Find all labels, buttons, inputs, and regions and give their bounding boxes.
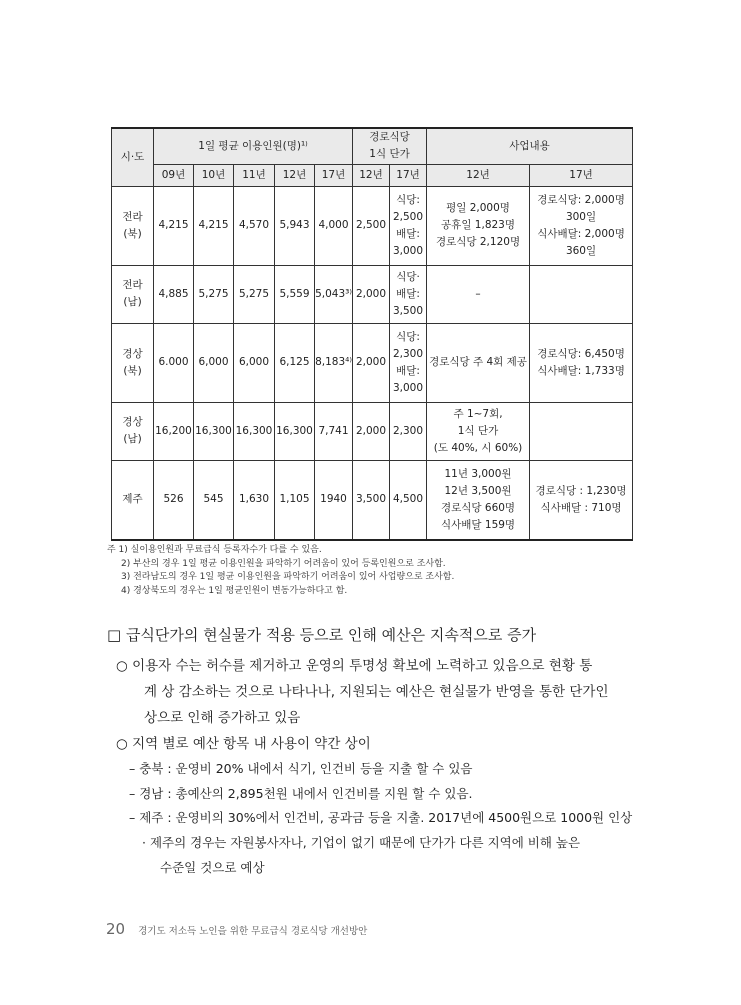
- bullet-line: ○ 지역 별로 예산 항목 내 사용이 약간 상이: [116, 736, 371, 752]
- cell-value: 16,300: [275, 402, 315, 460]
- cell-value: 5,043³⁾: [315, 265, 353, 323]
- cell-region: 전라 (남): [112, 265, 154, 323]
- cell-business: 경로식당 주 4회 제공: [427, 323, 530, 402]
- cell-value: 5,559: [275, 265, 315, 323]
- header-year: 12년: [353, 164, 390, 186]
- cell-region: 경상 (북): [112, 323, 154, 402]
- cell-value: 526: [154, 460, 194, 540]
- cell-value: 2,500: [353, 186, 390, 265]
- header-year: 11년: [234, 164, 275, 186]
- table-row: [112, 460, 633, 540]
- cell-region: 경상 (남): [112, 402, 154, 460]
- cell-value: 4,570: [234, 186, 275, 265]
- cell-value: 7,741: [315, 402, 353, 460]
- footer-title: 경기도 저소득 노인을 위한 무료급식 경로식당 개선방안: [138, 926, 368, 937]
- cell-value: 8,183⁴⁾: [315, 323, 353, 402]
- table-row: [112, 402, 633, 460]
- header-region: 시·도: [112, 128, 154, 186]
- cell-value: 2,000: [353, 323, 390, 402]
- cell-value: 5,275: [234, 265, 275, 323]
- cell-business: 평일 2,000명 공휴일 1,823명 경로식당 2,120명: [427, 186, 530, 265]
- cell-value: 식당· 배달: 3,500: [390, 265, 427, 323]
- header-year: 09년: [154, 164, 194, 186]
- header-year: 17년: [315, 164, 353, 186]
- table-row: [112, 186, 633, 265]
- header-year: 12년: [427, 164, 530, 186]
- page-footer: [106, 920, 367, 938]
- cell-region: 제주: [112, 460, 154, 540]
- cell-value: 1,105: [275, 460, 315, 540]
- header-year: 17년: [390, 164, 427, 186]
- bullet-line: ○ 이용자 수는 허수를 제거하고 운영의 투명성 확보에 노력하고 있음으로 현황 통: [116, 658, 593, 674]
- cell-value: 식당: 2,500 배달: 3,000: [390, 186, 427, 265]
- cell-value: 6,000: [234, 323, 275, 402]
- cell-value: 6,125: [275, 323, 315, 402]
- cell-value: 4,000: [315, 186, 353, 265]
- table-row: [112, 323, 633, 402]
- cell-value: 5,275: [194, 265, 234, 323]
- header-year: 10년: [194, 164, 234, 186]
- cell-value: 3,500: [353, 460, 390, 540]
- note-item: 4) 경상북도의 경우는 1일 평균인원이 변동가능하다고 함.: [121, 585, 348, 596]
- cell-business: –: [427, 265, 530, 323]
- header-business: 사업내용: [427, 128, 633, 164]
- data-table: [111, 127, 633, 541]
- cell-value: 6,000: [194, 323, 234, 402]
- dash-line: – 경남 : 총예산의 2,895천원 내에서 인건비를 지원 할 수 있음.: [129, 786, 473, 801]
- cell-business: 11년 3,000원 12년 3,500원 경로식당 660명 식사배달 159명: [427, 460, 530, 540]
- cell-business: [530, 265, 633, 323]
- cell-value: 식당: 2,300 배달: 3,000: [390, 323, 427, 402]
- table-notes: [107, 544, 647, 598]
- dash-line: – 충북 : 운영비 20% 내에서 식기, 인건비 등을 지출 할 수 있음: [129, 761, 473, 776]
- cell-value: 4,885: [154, 265, 194, 323]
- section-heading: □ 급식단가의 현실물가 적용 등으로 인해 예산은 지속적으로 증가: [107, 626, 537, 644]
- header-price: 경로식당 1식 단가: [353, 128, 427, 164]
- cell-business: 경로식당 : 1,230명 식사배달 : 710명: [530, 460, 633, 540]
- cell-value: 5,943: [275, 186, 315, 265]
- note-item: 2) 부산의 경우 1일 평균 이용인원을 파악하기 어려움이 있어 등록인원으로 조사함.: [121, 558, 446, 569]
- header-year: 12년: [275, 164, 315, 186]
- cell-region: 전라 (북): [112, 186, 154, 265]
- cell-value: 16,300: [234, 402, 275, 460]
- note-item: 3) 전라남도의 경우 1일 평균 이용인원을 파악하기 어려움이 있어 사업량으로 조사함.: [121, 572, 455, 582]
- header-year: 17년: [530, 164, 633, 186]
- note-item: 주 1) 실이용인원과 무료급식 등록자수가 다를 수 있음.: [107, 545, 322, 555]
- table-row: [112, 265, 633, 323]
- dash-line: – 제주 : 운영비의 30%에서 인건비, 공과금 등을 지출. 2017년에 4500원으로 1000원 인상: [129, 810, 633, 825]
- cell-value: 4,215: [154, 186, 194, 265]
- cell-value: 545: [194, 460, 234, 540]
- cell-business: 주 1~7회, 1식 단가 (도 40%, 시 60%): [427, 402, 530, 460]
- page-number: 20: [106, 920, 126, 938]
- cell-business: 경로식당: 2,000명 300일 식사배달: 2,000명 360일: [530, 186, 633, 265]
- cell-value: 4,500: [390, 460, 427, 540]
- cell-value: 4,215: [194, 186, 234, 265]
- sub-line: · 제주의 경우는 자원봉사자나, 기업이 없기 때문에 단가가 다른 지역에 비해 높은: [142, 835, 581, 850]
- cell-value: 1940: [315, 460, 353, 540]
- cell-value: 16,300: [194, 402, 234, 460]
- bullet-line: 계 상 감소하는 것으로 나타나나, 지원되는 예산은 현실물가 반영을 통한 단가인: [144, 684, 609, 700]
- cell-business: 경로식당: 6,450명 식사배달: 1,733명: [530, 323, 633, 402]
- cell-value: 1,630: [234, 460, 275, 540]
- cell-value: 2,000: [353, 265, 390, 323]
- header-users: 1일 평균 이용인원(명)¹⁾: [154, 128, 353, 164]
- cell-value: 2,300: [390, 402, 427, 460]
- cell-value: 16,200: [154, 402, 194, 460]
- cell-value: 6.000: [154, 323, 194, 402]
- bullet-line: 상으로 인해 증가하고 있음: [144, 710, 301, 726]
- cell-value: 2,000: [353, 402, 390, 460]
- cell-business: [530, 402, 633, 460]
- sub-line: 수준일 것으로 예상: [160, 860, 265, 875]
